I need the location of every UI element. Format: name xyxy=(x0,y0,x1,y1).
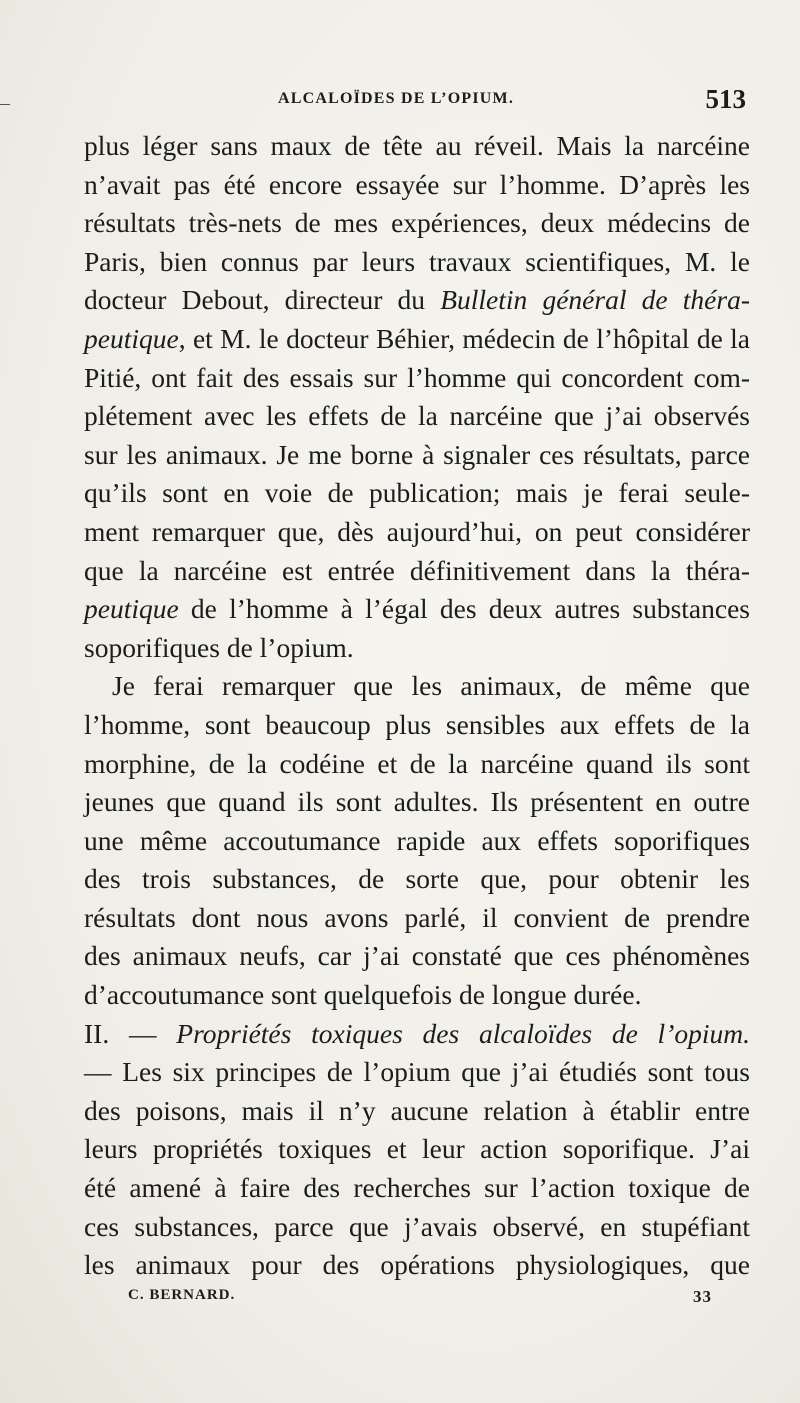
text-line: morphine, de la codéine et de la narcéine quand ils sont xyxy=(84,747,750,779)
text-line: docteur Debout, directeur du Bulletin général de théra- xyxy=(84,284,750,316)
running-title: ALCALOÏDES DE L’OPIUM. xyxy=(277,90,515,107)
signature-number: 33 xyxy=(693,1287,712,1306)
text-line: des poisons, mais il n’y aucune relation à établir entre xyxy=(84,1094,750,1126)
text-line: les animaux pour des opérations physiologiques, que xyxy=(84,1249,750,1281)
text-line: n’avait pas été encore essayée sur l’homme. D’après les xyxy=(84,168,750,200)
text-line: été amené à faire des recherches sur l’action toxique de xyxy=(84,1172,750,1204)
text-line: des trois substances, de sorte que, pour obtenir les xyxy=(84,863,750,895)
body-text xyxy=(84,127,750,1285)
text-line: peutique, et M. le docteur Béhier, médecin de l’hôpital de la xyxy=(84,322,750,354)
text-line: que la narcéine est entrée définitivement dans la théra- xyxy=(84,554,750,586)
text-line: ces substances, parce que j’avais observé, en stupéfiant xyxy=(84,1210,750,1242)
text-line: peutique de l’homme à l’égal des deux autres substances xyxy=(84,593,750,625)
section-heading: II. — Propriétés toxiques des alcaloïdes de l’opium. xyxy=(84,1017,750,1049)
text-line: leurs propriétés toxiques et leur action soporifique. J’ai xyxy=(84,1133,750,1165)
gutter-mark xyxy=(0,104,10,105)
text-line: — Les six principes de l’opium que j’ai étudiés sont tous xyxy=(84,1056,750,1088)
text-line: qu’ils sont en voie de publication; mais je ferai seule- xyxy=(84,477,750,509)
text-line: résultats très-nets de mes expériences, deux médecins de xyxy=(84,207,750,239)
text-line: Je ferai remarquer que les animaux, de même que xyxy=(112,670,750,702)
text-line: Pitié, ont fait des essais sur l’homme qui concordent com- xyxy=(84,361,750,393)
signature-mark: C. BERNARD. xyxy=(128,1287,236,1303)
text-line: plus léger sans maux de tête au réveil. Mais la narcéine xyxy=(84,130,750,161)
text-line: ment remarquer que, dès aujourd’hui, on peut considérer xyxy=(84,515,750,547)
text-line: soporifiques de l’opium. xyxy=(84,631,354,663)
page-header xyxy=(86,84,746,118)
text-line: jeunes que quand ils sont adultes. Ils présentent en outre xyxy=(84,786,750,818)
page-number: 513 xyxy=(705,84,746,114)
page-footer xyxy=(128,1287,712,1311)
text-line: d’accoutumance sont quelquefois de longue durée. xyxy=(84,979,642,1011)
text-line: sur les animaux. Je me borne à signaler ces résultats, parce xyxy=(84,438,750,470)
text-line: l’homme, sont beaucoup plus sensibles aux effets de la xyxy=(84,708,750,740)
text-line: résultats dont nous avons parlé, il convient de prendre xyxy=(84,901,750,933)
text-line: Paris, bien connus par leurs travaux scientifiques, M. le xyxy=(84,245,750,277)
text-line: des animaux neufs, car j’ai constaté que ces phénomènes xyxy=(84,940,750,972)
text-line: plétement avec les effets de la narcéine que j’ai observés xyxy=(84,400,750,432)
text-line: une même accoutumance rapide aux effets soporifiques xyxy=(84,824,750,856)
